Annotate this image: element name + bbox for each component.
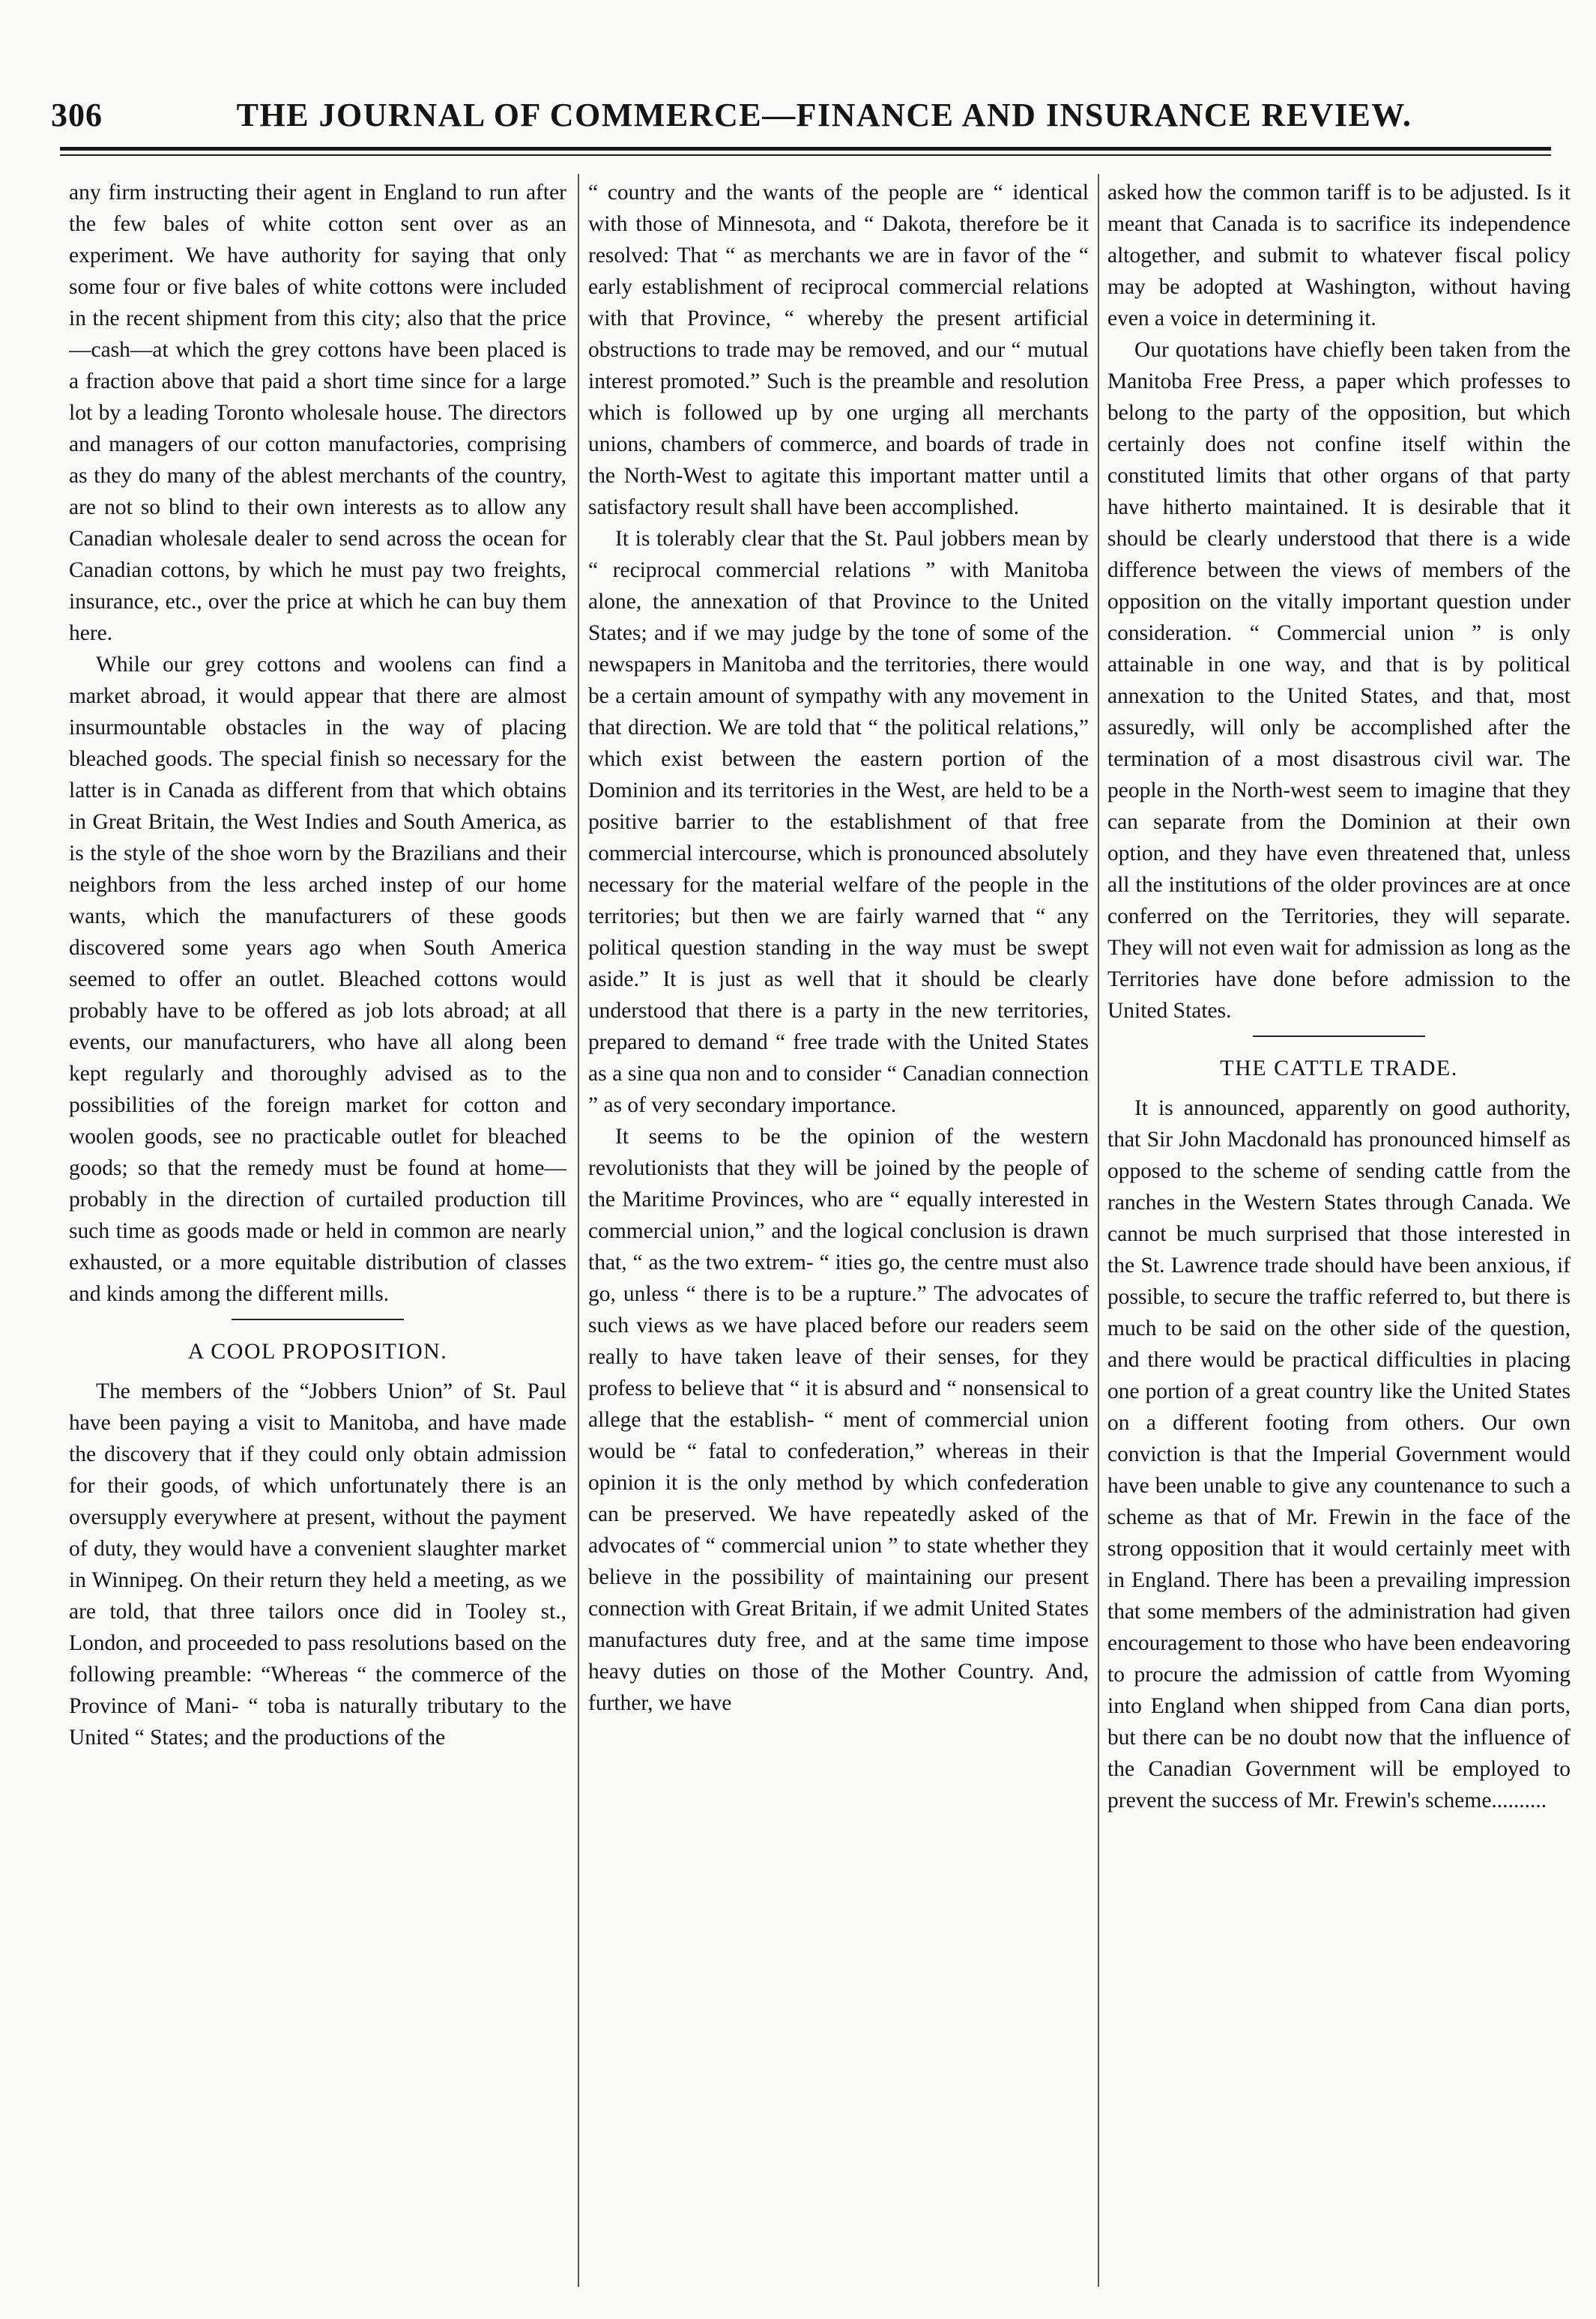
section-rule bbox=[232, 1319, 404, 1320]
article-paragraph: While our grey cottons and woolens can find a market abroad, it would appear that there are almost insurmountable obstacles in the way of placing bleached goods. The special finish so necessary for the latter is in Canada as different from that which obtains in Great Britain, the West Indies and South America, as is the style of the shoe worn by the Brazilians and their neighbors from the less arched instep of our home wants, which the manufacturers of these goods discovered some years ago when South America seemed to offer an outlet. Bleached cottons would probably have to be offered as job lots abroad; at all events, our manufacturers, who have all along been kept regularly and thoroughly advised as to the possibilities of the foreign market for cotton and woolen goods, see no practicable outlet for bleached goods; so that the remedy must be found at home—probably in the direction of curtailed production till such time as goods made or held in common are nearly exhausted, or a more equitable distribution of classes and kinds among the different mills. bbox=[69, 653, 566, 1306]
article-paragraph: It seems to be the opinion of the western revolutionists that they will be joined by the people of the Maritime Provinces, who are “ equally interested in commercial union,” and the logical conclusion is drawn that, “ as the two extrem- “ ities go, the centre must also go, unless “ there is to be a rupture.” The advocates of such views as we have placed before our readers seem really to have taken leave of their senses, for they profess to believe that “ it is absurd and “ nonsensical to allege that the establish- “ ment of commercial union would be “ fatal to confederation,” whereas in their opinion it is the only method by which confederation can be preserved. We have repeatedly asked of the advocates of “ commercial union ” to state whether they believe in the possibility of maintaining our present connection with Great Britain, if we admit United States manufactures duty free, and at the same time impose heavy duties on those of the Mother Country. And, further, we have bbox=[588, 1125, 1089, 1715]
section-heading-cattle-trade: THE CATTLE TRADE. bbox=[1220, 1056, 1458, 1080]
header-rule-thick bbox=[60, 147, 1551, 151]
column-divider-1 bbox=[578, 174, 579, 2287]
article-paragraph: It is tolerably clear that the St. Paul jobbers mean by “ reciprocal commercial relations ” with Manitoba alone, the annexation of that Province to the United States; and if we may judge by the tone of some of the newspapers in Manitoba and the territories, there would be a certain amount of sympathy with any movement in that direction. We are told that “ the political relations,” which exist between the eastern portion of the Dominion and its territories in the West, are held to be a positive barrier to the establishment of that free commercial intercourse, which is pronounced absolutely necessary for the material welfare of the people in the territories; but then we are fairly warned that “ any political question standing in the way must be swept aside.” It is just as well that it should be clearly understood that there is a party in the new territories, prepared to demand “ free trade with the United States as a sine qua non and to consider “ Canadian connection ” as of very secondary importance. bbox=[588, 527, 1089, 1117]
column-1 bbox=[69, 177, 566, 2290]
journal-masthead: THE JOURNAL OF COMMERCE—FINANCE AND INSURANCE REVIEW. bbox=[236, 97, 1412, 133]
article-paragraph: “ country and the wants of the people are “ identical with those of Minnesota, and “ Dakota, therefore be it resolved: That “ as merchants we are in favor of the “ early establishment of reciprocal commercial relations with that Province, “ whereby the present artificial obstructions to trade may be removed, and our “ mutual interest promoted.” Such is the preamble and resolution which is followed up by one urging all merchants unions, chambers of commerce, and boards of trade in the North-West to agitate this important matter until a satisfactory result shall have been accomplished. bbox=[588, 181, 1089, 519]
section-rule bbox=[1253, 1035, 1425, 1037]
article-paragraph: asked how the common tariff is to be adjusted. Is it meant that Canada is to sacrifice its independence altogether, and submit to whatever fiscal policy may be adopted at Washington, without having even a voice in determining it. bbox=[1107, 181, 1571, 330]
column-3 bbox=[1107, 177, 1571, 2290]
column-divider-2 bbox=[1098, 174, 1099, 2287]
header-rule-thin bbox=[60, 154, 1551, 156]
section-heading-cool-proposition: A COOL PROPOSITION. bbox=[187, 1339, 448, 1364]
article-paragraph: any firm instructing their agent in England to run after the few bales of white cotton sent over as an experiment. We have authority for saying that only some four or five bales of white cottons were included in the recent shipment from this city; also that the price—cash—at which the grey cottons have been placed is a fraction above that paid a short time since for a large lot by a leading Toronto wholesale house. The directors and managers of our cotton manufactories, comprising as they do many of the ablest merchants of the country, are not so blind to their own interests as to allow any Canadian wholesale dealer to send across the ocean for Canadian cottons, by which he must pay two freights, insurance, etc., over the price at which he can buy them here. bbox=[69, 181, 566, 645]
article-paragraph: Our quotations have chiefly been taken from the Manitoba Free Press, a paper which professes to belong to the party of the opposition, but which certainly does not confine itself within the constituted limits that other organs of that party have hitherto maintained. It is desirable that it should be clearly understood that there is a wide difference between the views of members of the opposition on the vitally important question under consideration. “ Commercial union ” is only attainable in one way, and that is by political annexation to the United States, and that, most assuredly, will only be accomplished after the termination of a most disastrous civil war. The people in the North-west seem to imagine that they can separate from the Dominion at their own option, and they have even threatened that, unless all the institutions of the older provinces are at once conferred on the Territories, they will separate. They will not even wait for admission as long as the Territories have done before admission to the United States. bbox=[1107, 338, 1571, 1023]
page-number: 306 bbox=[51, 97, 103, 133]
article-paragraph: The members of the “Jobbers Union” of St. Paul have been paying a visit to Manitoba, and have made the discovery that if they could only obtain admission for their goods, of which unfortunately there is an oversupply everywhere at present, without the payment of duty, they would have a convenient slaughter market in Winnipeg. On their return they held a meeting, as we are told, that three tailors once did in Tooley st., London, and proceeded to pass resolutions based on the following preamble: “Whereas “ the commerce of the Province of Mani- “ toba is naturally tributary to the United “ States; and the productions of the bbox=[69, 1379, 566, 1750]
column-2 bbox=[588, 177, 1089, 2290]
article-paragraph: It is announced, apparently on good authority, that Sir John Macdonald has pronounced himself as opposed to the scheme of sending cattle from the ranches in the Western States through Canada. We cannot be much surprised that those interested in the St. Lawrence trade should have been anxious, if possible, to secure the traffic referred to, but there is much to be said on the other side of the question, and there would be practical difficulties in placing one portion of a great country like the United States on a different footing from others. Our own conviction is that the Imperial Government would have been unable to give any countenance to such a scheme as that of Mr. Frewin in the face of the strong opposition that it would certainly meet with in England. There has been a prevailing impression that some members of the administration had given encouragement to those who have been endeavoring to procure the admission of cattle from Wyoming into England when shipped from Cana dian ports, but there can be no doubt now that the influence of the Canadian Government will be employed to prevent the success of Mr. Frewin's scheme.......... bbox=[1107, 1096, 1571, 1812]
